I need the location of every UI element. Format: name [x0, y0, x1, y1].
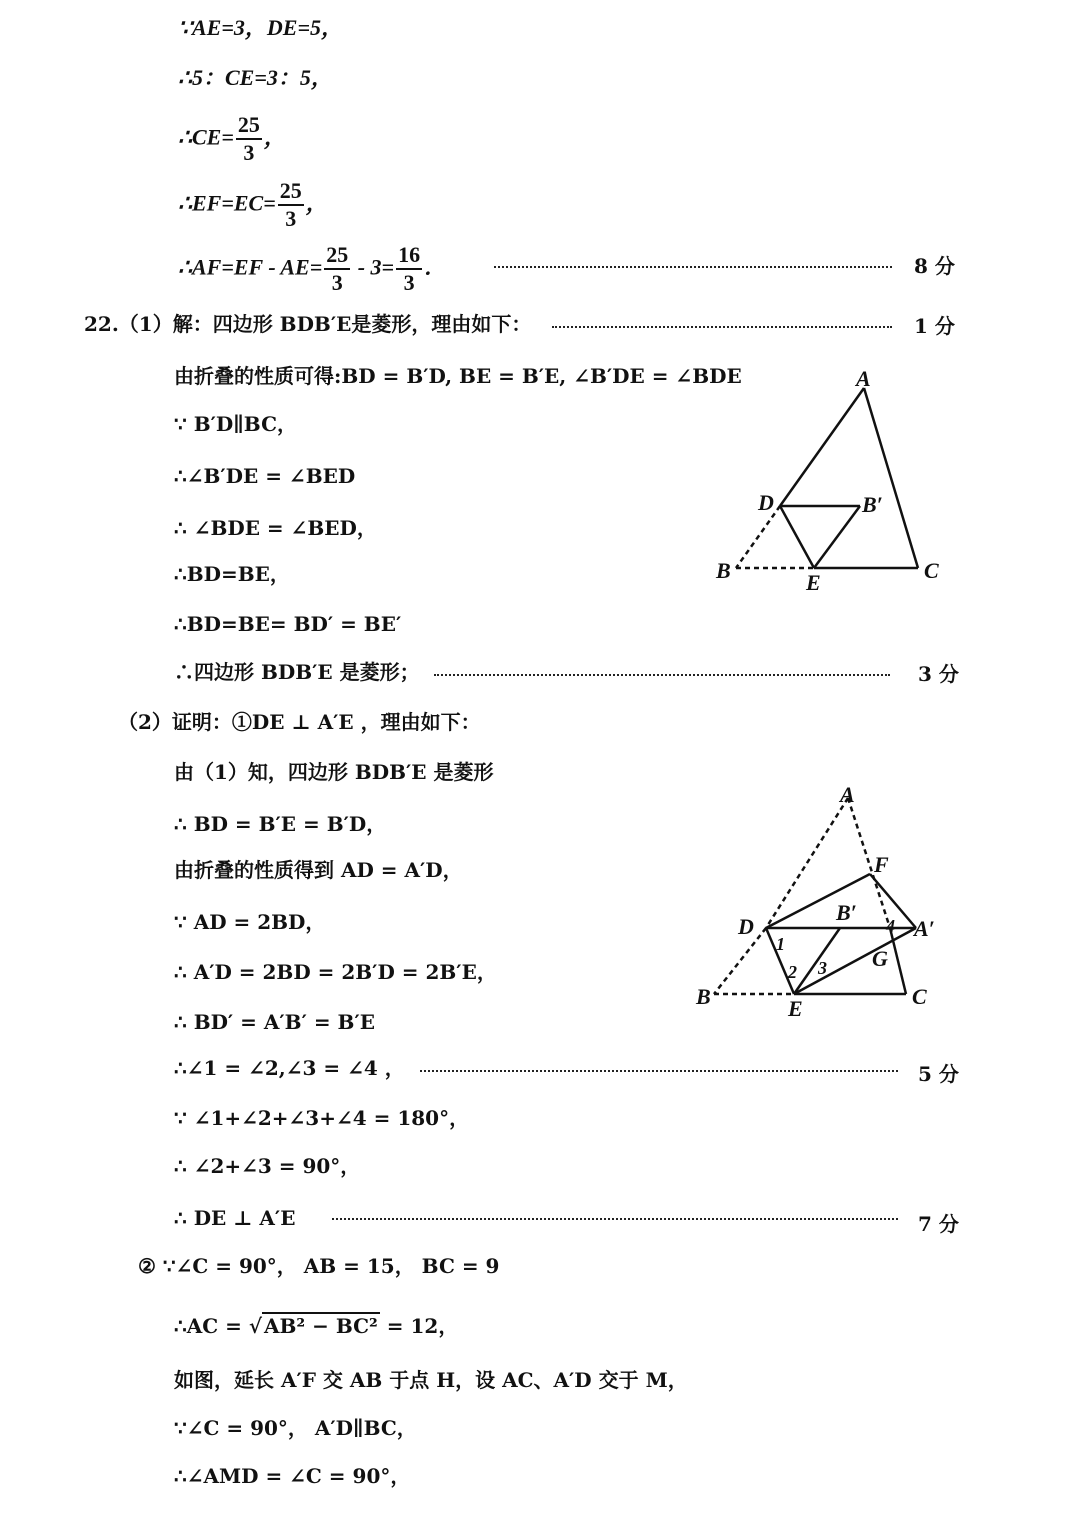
label-B-prime: B′	[862, 492, 883, 517]
text-line: ∴ ∠2+∠3 = 90°，	[174, 1154, 361, 1178]
fraction: $\frac{25}{3}$	[279, 178, 302, 231]
dot-leader	[434, 674, 890, 676]
text-line: ∵ ∠1+∠2+∠3+∠4 = 180°，	[174, 1106, 470, 1130]
text-line: ∴EF=EC= $\frac{25}{3}$ ，	[178, 178, 328, 231]
text-line: ∴∠B′DE = ∠BED	[174, 464, 356, 488]
dot-leader	[332, 1218, 898, 1220]
angle-label-1: 1	[776, 934, 785, 954]
label-D: D	[738, 914, 754, 939]
figure-fold	[690, 776, 950, 1026]
segment-DB-dashed	[736, 506, 780, 568]
text-line: ∴BD=BE= BD′ = BE′	[174, 612, 402, 636]
fraction: $\frac{25}{3}$	[326, 242, 349, 295]
label-F: F	[874, 852, 889, 877]
sqrt-radicand: AB² − BC²	[264, 1314, 378, 1338]
question-header: （2）证明：①DE ⊥ A′E ，理由如下：	[118, 710, 481, 734]
label-B: B	[696, 984, 711, 1009]
dot-leader	[552, 326, 892, 328]
score-label: 8 分	[914, 254, 955, 278]
text-line: 由折叠的性质可得:BD = B′D, BE = B′E, ∠B′DE = ∠BDE	[174, 364, 742, 388]
label-C: C	[924, 558, 939, 583]
label-B-prime: B′	[836, 900, 857, 925]
segment-AD	[780, 388, 864, 506]
dot-leader	[420, 1070, 898, 1072]
figure-rhombus	[700, 360, 960, 600]
label-E: E	[788, 996, 803, 1021]
text-line: 由折叠的性质得到 AD = A′D，	[174, 858, 463, 882]
label-A: A	[840, 782, 855, 807]
score-label: 1 分	[914, 314, 955, 338]
text-line: ∴∠AMD = ∠C = 90°，	[174, 1464, 411, 1488]
label-D: D	[758, 490, 774, 515]
label-B: B	[716, 558, 731, 583]
text-line: ∴ BD = B′E = B′D，	[174, 812, 387, 836]
text-line: ∴CE= $\frac{25}{3}$ ，	[178, 112, 286, 165]
score-label: 5 分	[918, 1062, 959, 1086]
segment-AC	[864, 388, 918, 568]
score-label: 7 分	[918, 1212, 959, 1236]
text-line: ∵ B′D∥BC，	[174, 412, 297, 436]
text-line: ∴ BD′ = A′B′ = B′E	[174, 1010, 375, 1034]
text-line: 由（1）知，四边形 BDB′E 是菱形	[174, 760, 494, 784]
text-line: ∴四边形 BDB′E 是菱形；	[174, 660, 420, 684]
label-G: G	[872, 946, 888, 971]
text-line: ∴ ∠BDE = ∠BED，	[174, 516, 377, 540]
angle-label-2: 2	[788, 962, 797, 982]
text-line: ② ∵∠C = 90°， AB = 15， BC = 9	[138, 1254, 500, 1278]
score-label: 3 分	[918, 662, 959, 686]
text-line: 如图，延长 A′F 交 AB 于点 H，设 AC、A′D 交于 M，	[174, 1368, 688, 1392]
label-A-prime: A′	[914, 916, 935, 941]
text-line: ∵ AD = 2BD，	[174, 910, 326, 934]
segment-B1E	[794, 928, 840, 994]
text-line: ∴5：CE=3：5，	[178, 65, 333, 90]
label-C: C	[912, 984, 927, 1009]
fraction: $\frac{25}{3}$	[237, 112, 260, 165]
text-line: ∴∠1 = ∠2,∠3 = ∠4 ，	[174, 1056, 405, 1080]
question-header: 22.（1）解：四边形 BDB′E是菱形，理由如下：	[84, 312, 532, 336]
segment-B1E	[814, 506, 860, 568]
text-line: ∴AC = √ AB² − BC² = 12，	[174, 1314, 459, 1338]
text-line: ∵∠C = 90°， A′D∥BC，	[174, 1416, 417, 1440]
text-line: ∴ DE ⊥ A′E	[174, 1206, 296, 1230]
segment-DE	[780, 506, 814, 568]
label-E: E	[806, 570, 821, 595]
angle-label-4: 4	[886, 916, 895, 936]
text-line: ∴ A′D = 2BD = 2B′D = 2B′E，	[174, 960, 497, 984]
label-A: A	[856, 366, 871, 391]
text-line: ∴BD=BE，	[174, 562, 290, 586]
angle-label-3: 3	[818, 958, 827, 978]
text-line: ∵AE=3，DE=5，	[178, 15, 343, 40]
dot-leader	[494, 266, 892, 268]
text-line: ∴AF=EF - AE= $\frac{25}{3}$ - 3= $\frac{16}{3}$ ．	[178, 242, 447, 295]
fraction: $\frac{16}{3}$	[398, 242, 421, 295]
